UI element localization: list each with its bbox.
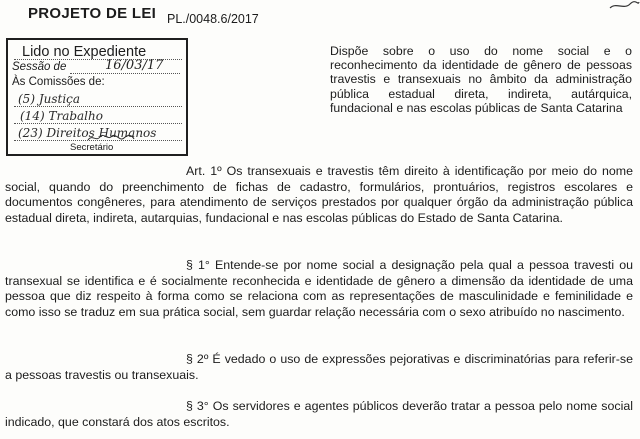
stamp-secretary-label: Secretário [70, 142, 114, 153]
corner-mark [608, 0, 640, 12]
stamp-commissions-label: Às Comissões de: [12, 76, 105, 88]
stamp-title: Lido no Expediente [22, 44, 147, 60]
stamp-session-date: 16/03/17 [105, 58, 164, 73]
paragraph-2: § 2º É vedado o uso de expressões pejorativas e discriminatórias para referir-se a pessoas travestis ou transexuais. [5, 352, 633, 382]
reading-stamp [6, 38, 188, 156]
article-1: Art. 1º Os transexuais e travestis têm direito à identificação por meio do nome social, quando do preenchimento de fichas de cadastro, formulários, prontuários, registros escolares e documentos congêneres, para atendimento de serviços prestados por qualquer órgão da administração pública estadual direta, indireta, autarquias, fundacional e nas escolas públicas do Estado de Santa Catarina. [5, 164, 633, 225]
paragraph-3: § 3° Os servidores e agentes públicos deverão tratar a pessoa pelo nome social indicado, que constará dos atos escritos. [5, 399, 633, 429]
document-number: PL./0048.6/2017 [167, 12, 259, 26]
document-title: PROJETO DE LEI [28, 5, 157, 22]
stamp-commission-entry: (5) Justiça [18, 92, 81, 106]
stamp-session-label: Sessão de [12, 61, 67, 73]
stamp-commission-entry: (14) Trabalho [20, 109, 103, 123]
stamp-line-rule [14, 106, 182, 108]
stamp-line-rule [14, 123, 182, 125]
stamp-commission-entry: (23) Direitos Humanos [18, 126, 157, 140]
stamp-date-rule [70, 73, 180, 75]
paragraph-1: § 1° Entende-se por nome social a designação pela qual a pessoa travesti ou transexual se identifica e é socialmente reconhecida e identidade de gênero a dimensão da identidade de uma pessoa que diz respeito à forma como se relaciona com as representações de masculinidade e feminilidade e como isso se traduz em sua prática social, sem guardar relação necessária com o sexo atribuído no nascimento. [5, 258, 633, 319]
bill-summary: Dispõe sobre o uso do nome social e o reconhecimento da identidade de gênero de pessoas travestis e transexuais no âmbito da administração pública estadual direta, indireta, autárquica, fundacional e nas escolas públicas de Santa Catarina [330, 44, 632, 115]
